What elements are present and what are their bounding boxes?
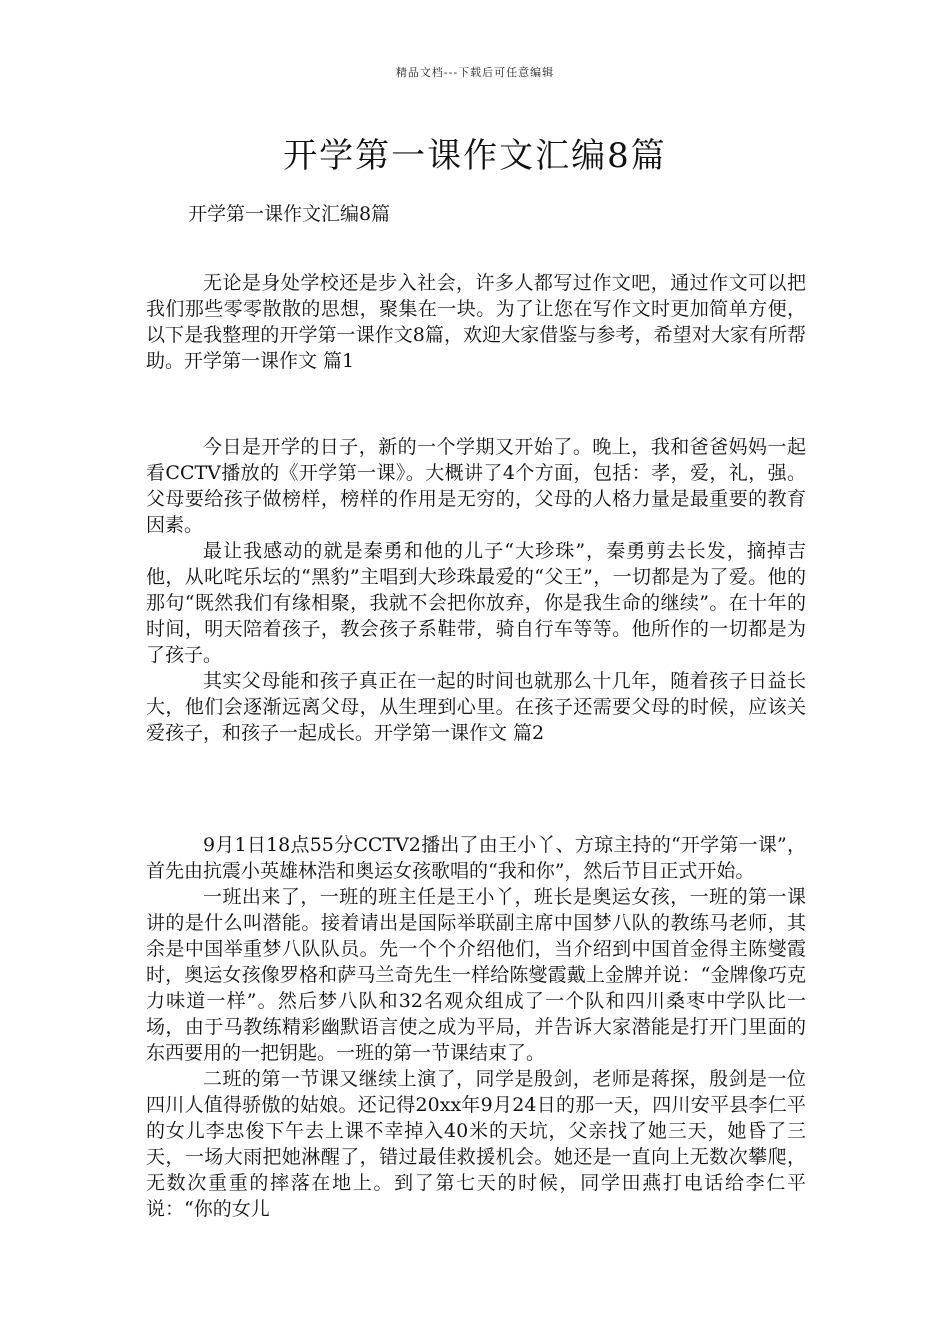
paragraph-essay2-p2: 一班出来了，一班的班主任是王小丫，班长是奥运女孩，一班的第一课讲的是什么叫潜能。接着请出是国际举联副主席中国梦八队的教练马老师，其余是中国举重梦八队队员。先一个个介绍他们，当介绍到中国首金得主陈燮霞时，奥运女孩像罗格和萨马兰奇先生一样给陈燮霞戴上金牌并说：“金牌像巧克力味道一样”。然后梦八队和32名观众组成了一个队和四川桑枣中学队比一场，由于马教练精彩幽默语言使之成为平局，并告诉大家潜能是打开门里面的东西要用的一把钥匙。一班的第一节课结束了。 bbox=[146, 886, 806, 1064]
paragraph-intro: 无论是身处学校还是步入社会，许多人都写过作文吧，通过作文可以把我们那些零零散散的思想，聚集在一块。为了让您在写作文时更加简单方便，以下是我整理的开学第一课作文8篇，欢迎大家借鉴与参考，希望对大家有所帮助。开学第一课作文 篇1 bbox=[146, 272, 806, 372]
document-subtitle: 开学第一课作文汇编8篇 bbox=[188, 203, 391, 225]
paragraph-essay1-p3: 其实父母能和孩子真正在一起的时间也就那么十几年，随着孩子日益长大，他们会逐渐远离父母，从生理到心里。在孩子还需要父母的时候，应该关爱孩子，和孩子一起成长。开学第一课作文 篇2 bbox=[146, 670, 806, 744]
paragraph-essay2-p1: 9月1日18点55分CCTV2播出了由王小丫、方琼主持的“开学第一课”，首先由抗震小英雄林浩和奥运女孩歌唱的“我和你”，然后节目正式开始。 bbox=[146, 834, 806, 882]
paragraph-essay2-p3: 二班的第一节课又继续上演了，同学是殷剑，老师是蒋探，殷剑是一位四川人值得骄傲的姑娘。还记得20xx年9月24日的那一天，四川安平县李仁平的女儿李忠俊下午去上课不幸掉入40米的天坑，父亲找了她三天，她昏了三天，一场大雨把她淋醒了，错过最佳救援机会。她还是一直向上无数次攀爬，无数次重重的摔落在地上。到了第七天的时候，同学田燕打电话给李仁平说：“你的女儿 bbox=[146, 1068, 806, 1220]
document-body bbox=[146, 270, 806, 1222]
page-header: 精品文档---下载后可任意编辑 bbox=[395, 66, 555, 79]
document-title: 开学第一课作文汇编8篇 bbox=[283, 136, 667, 176]
paragraph-essay1-p1: 今日是开学的日子，新的一个学期又开始了。晚上，我和爸爸妈妈一起看CCTV播放的《开学第一课》。大概讲了4个方面，包括：孝，爱，礼，强。父母要给孩子做榜样，榜样的作用是无穷的，父母的人格力量是最重要的教育因素。 bbox=[146, 436, 806, 536]
paragraph-essay1-p2: 最让我感动的就是秦勇和他的儿子“大珍珠”，秦勇剪去长发，摘掉吉他，从叱咤乐坛的“黑豹”主唱到大珍珠最爱的“父王”，一切都是为了爱。他的那句“既然我们有缘相聚，我就不会把你放弃，你是我生命的继续”。在十年的时间，明天陪着孩子，教会孩子系鞋带，骑自行车等等。他所作的一切都是为了孩子。 bbox=[146, 540, 806, 666]
